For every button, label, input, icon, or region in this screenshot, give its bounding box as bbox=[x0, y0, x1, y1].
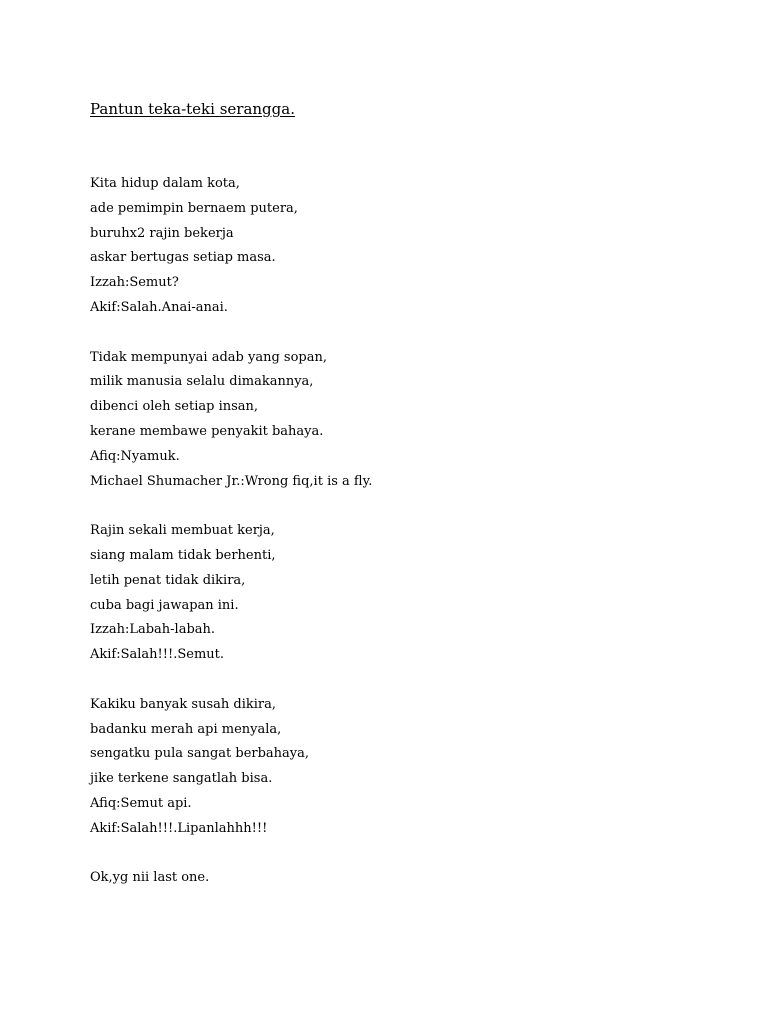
stanza-line: Tidak mempunyai adab yang sopan, bbox=[90, 349, 327, 365]
stanza-1 bbox=[90, 172, 730, 321]
stanza-line: Michael Shumacher Jr.:Wrong fiq,it is a fly. bbox=[90, 473, 373, 489]
stanza-2 bbox=[90, 346, 730, 495]
stanza-line: askar bertugas setiap masa. bbox=[90, 250, 276, 266]
stanza-line: Kita hidup dalam kota, bbox=[90, 176, 240, 191]
stanza-line: ade pemimpin bernaem putera, bbox=[90, 200, 298, 216]
stanza-4 bbox=[90, 693, 730, 842]
document-title: Pantun teka-teki serangga. bbox=[90, 100, 295, 118]
stanza-line: Akif:Salah!!!.Lipanlahhh!!! bbox=[90, 820, 268, 836]
stanza-line: Izzah:Semut? bbox=[90, 275, 179, 291]
stanza-line: Ok,yg nii last one. bbox=[90, 870, 210, 886]
stanza-line: Akif:Salah!!!.Semut. bbox=[90, 647, 225, 663]
stanza-line: dibenci oleh setiap insan, bbox=[90, 399, 259, 415]
stanza-line: buruhx2 rajin bekerja bbox=[90, 225, 234, 241]
stanza-line: siang malam tidak berhenti, bbox=[90, 547, 276, 563]
stanza-line: jike terkene sangatlah bisa. bbox=[90, 771, 273, 787]
stanza-line: Afiq:Nyamuk. bbox=[90, 448, 180, 464]
stanza-line: letih penat tidak dikira, bbox=[90, 572, 246, 588]
stanza-3 bbox=[90, 519, 730, 668]
stanza-line: badanku merah api menyala, bbox=[90, 721, 282, 737]
document-body bbox=[90, 172, 730, 916]
stanza-line: cuba bagi jawapan ini. bbox=[90, 597, 239, 613]
stanza-line: Kakiku banyak susah dikira, bbox=[90, 696, 277, 712]
stanza-line: Rajin sekali membuat kerja, bbox=[90, 523, 275, 539]
stanza-line: kerane membawe penyakit bahaya. bbox=[90, 423, 324, 439]
stanza-line: milik manusia selalu dimakannya, bbox=[90, 374, 314, 390]
stanza-line: Izzah:Labah-labah. bbox=[90, 622, 216, 638]
stanza-line: Afiq:Semut api. bbox=[90, 795, 192, 811]
stanza-line: sengatku pula sangat berbahaya, bbox=[90, 746, 310, 762]
stanza-line: Akif:Salah.Anai-anai. bbox=[90, 299, 228, 315]
stanza-5 bbox=[90, 866, 730, 891]
